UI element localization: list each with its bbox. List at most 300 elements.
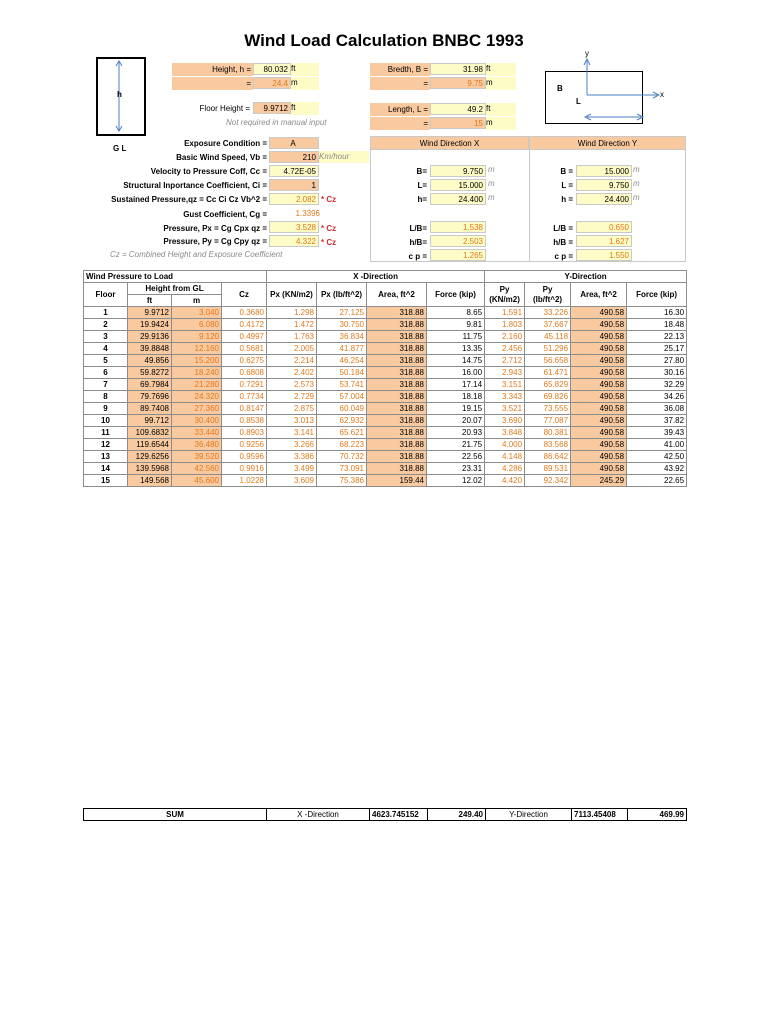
col-py-lb: Py (lb/ft^2) — [525, 283, 571, 307]
table-cell: 70.732 — [317, 451, 367, 463]
table-row — [84, 319, 687, 331]
table-cell: 37.667 — [525, 319, 571, 331]
table-cell: 27.80 — [627, 355, 687, 367]
table-row — [84, 427, 687, 439]
wx-lb-label: L/B= — [409, 224, 427, 233]
table-cell: 41.877 — [317, 343, 367, 355]
table-cell: 18.18 — [427, 391, 485, 403]
wind-speed-unit: Km/hour — [319, 151, 369, 163]
table-cell: 490.58 — [571, 427, 627, 439]
py-label: Pressure, Py = Cg Cpy qz = — [163, 237, 267, 246]
table-cell: 3.343 — [485, 391, 525, 403]
floor-height-label: Floor Height = — [199, 104, 250, 113]
table-cell: 4.420 — [485, 475, 525, 487]
table-cell: 2.875 — [267, 403, 317, 415]
table-cell: 50.184 — [317, 367, 367, 379]
wy-cp-value: 1.550 — [576, 249, 632, 261]
length-m-value: 15 — [430, 117, 486, 129]
table-cell: 318.88 — [367, 439, 427, 451]
table-row — [84, 343, 687, 355]
py-value: 4.322 — [269, 235, 319, 247]
table-cell: 65.829 — [525, 379, 571, 391]
table-cell: 73.091 — [317, 463, 367, 475]
length-label: Length, L = — [370, 103, 430, 116]
table-cell: 490.58 — [571, 331, 627, 343]
exposure-label: Exposure Condition = — [184, 139, 267, 148]
bredth-m-unit: m — [486, 77, 516, 90]
table-cell: 99.712 — [128, 415, 172, 427]
table-cell: 3.499 — [267, 463, 317, 475]
table-cell: 18.48 — [627, 319, 687, 331]
table-cell: 34.26 — [627, 391, 687, 403]
table-cell: 3.141 — [267, 427, 317, 439]
sum-y-force: 469.99 — [628, 809, 687, 821]
wind-panel-divider — [529, 150, 530, 262]
table-cell: 39.520 — [172, 451, 222, 463]
table-row — [84, 331, 687, 343]
sum-row — [84, 809, 687, 821]
col-y-area: Area, ft^2 — [571, 283, 627, 307]
cg-value: 1.3396 — [295, 209, 320, 218]
table-cell: 318.88 — [367, 427, 427, 439]
table-row — [84, 463, 687, 475]
bredth-m-eq: = — [370, 77, 430, 90]
table-cell: 14.75 — [427, 355, 485, 367]
table-row — [84, 391, 687, 403]
table-cell: 20.93 — [427, 427, 485, 439]
table-cell: 2.943 — [485, 367, 525, 379]
height-m-unit: m — [291, 77, 319, 90]
table-cell: 20.07 — [427, 415, 485, 427]
table-cell: 19.9424 — [128, 319, 172, 331]
table-cell: 4.148 — [485, 451, 525, 463]
table-cell: 0.6275 — [222, 355, 267, 367]
table-title: Wind Pressure to Load — [84, 271, 267, 283]
table-cell: 490.58 — [571, 367, 627, 379]
table-cell: 2.160 — [485, 331, 525, 343]
diagram-h-label: h — [117, 90, 122, 99]
table-cell: 490.58 — [571, 415, 627, 427]
table-row — [84, 379, 687, 391]
table-cell: 9.120 — [172, 331, 222, 343]
table-cell: 23.31 — [427, 463, 485, 475]
table-cell: 1.763 — [267, 331, 317, 343]
y-direction-header: Y-Direction — [485, 271, 687, 283]
table-cell: 9 — [84, 403, 128, 415]
wy-l-label: L = — [561, 181, 573, 190]
wy-h-value: 24.400 — [576, 193, 632, 205]
wy-hb-label: h/B = — [553, 238, 573, 247]
table-cell: 0.8903 — [222, 427, 267, 439]
axis-x-label: x — [660, 90, 664, 99]
wx-cp-value: 1.265 — [430, 249, 486, 261]
table-cell: 45.600 — [172, 475, 222, 487]
wx-l-label: L= — [417, 181, 427, 190]
table-cell: 45.118 — [525, 331, 571, 343]
table-cell: 56.658 — [525, 355, 571, 367]
table-cell: 119.6544 — [128, 439, 172, 451]
table-cell: 79.7696 — [128, 391, 172, 403]
table-cell: 245.29 — [571, 475, 627, 487]
table-cell: 77.087 — [525, 415, 571, 427]
table-cell: 1.472 — [267, 319, 317, 331]
table-cell: 69.7984 — [128, 379, 172, 391]
table-cell: 49.856 — [128, 355, 172, 367]
ci-label: Structural Inportance Coefficient, Ci = — [123, 181, 267, 190]
table-cell: 3.690 — [485, 415, 525, 427]
col-height: Height from GL — [128, 283, 222, 295]
table-cell: 12.160 — [172, 343, 222, 355]
cg-label: Gust Coefficient, Cg = — [183, 210, 267, 219]
wy-lb-value: 0.650 — [576, 221, 632, 233]
table-cell: 15 — [84, 475, 128, 487]
table-row — [84, 307, 687, 319]
table-cell: 14 — [84, 463, 128, 475]
table-row — [84, 355, 687, 367]
table-cell: 51.296 — [525, 343, 571, 355]
table-cell: 39.8848 — [128, 343, 172, 355]
table-cell: 1.803 — [485, 319, 525, 331]
table-cell: 1 — [84, 307, 128, 319]
table-cell: 46.254 — [317, 355, 367, 367]
table-cell: 36.08 — [627, 403, 687, 415]
table-cell: 27.125 — [317, 307, 367, 319]
table-row — [84, 367, 687, 379]
table-cell: 490.58 — [571, 343, 627, 355]
table-cell: 4.000 — [485, 439, 525, 451]
manual-input-note: Not required in manual input — [226, 118, 327, 127]
table-cell: 490.58 — [571, 463, 627, 475]
floor-height-input[interactable]: 9.9712 — [253, 102, 291, 114]
col-y-force: Force (kip) — [627, 283, 687, 307]
length-ft-unit: ft — [486, 103, 516, 116]
wx-h-unit: m — [488, 193, 495, 202]
page-title: Wind Load Calculation BNBC 1993 — [244, 31, 524, 50]
table-cell: 33.440 — [172, 427, 222, 439]
table-row — [84, 415, 687, 427]
table-cell: 80.381 — [525, 427, 571, 439]
col-floor: Floor — [84, 283, 128, 307]
sum-x-label: X -Direction — [267, 809, 370, 821]
table-cell: 4.286 — [485, 463, 525, 475]
py-cz-tag: * Cz — [321, 238, 337, 247]
table-cell: 36.480 — [172, 439, 222, 451]
table-cell: 3 — [84, 331, 128, 343]
wy-b-unit: m — [633, 165, 640, 174]
table-cell: 42.560 — [172, 463, 222, 475]
ci-input[interactable]: 1 — [269, 179, 319, 191]
table-cell: 29.9136 — [128, 331, 172, 343]
wx-b-label: B= — [416, 167, 427, 176]
table-cell: 318.88 — [367, 391, 427, 403]
bredth-ft-unit: ft — [486, 63, 516, 76]
table-cell: 89.7408 — [128, 403, 172, 415]
wind-y-header: Wind Direction Y — [529, 136, 686, 150]
wind-load-table — [83, 270, 687, 487]
wx-h-label: h= — [417, 195, 427, 204]
qz-cz-tag: * Cz — [321, 195, 337, 204]
col-py-kn: Py (KN/m2) — [485, 283, 525, 307]
length-m-unit: m — [486, 117, 516, 130]
table-cell: 92.342 — [525, 475, 571, 487]
table-cell: 89.531 — [525, 463, 571, 475]
table-cell: 30.16 — [627, 367, 687, 379]
col-x-area: Area, ft^2 — [367, 283, 427, 307]
wind-x-header: Wind Direction X — [370, 136, 529, 150]
table-cell: 3.266 — [267, 439, 317, 451]
table-cell: 0.6808 — [222, 367, 267, 379]
table-cell: 318.88 — [367, 451, 427, 463]
table-cell: 0.8538 — [222, 415, 267, 427]
table-cell: 39.43 — [627, 427, 687, 439]
table-cell: 8.65 — [427, 307, 485, 319]
cc-value: 4.72E-05 — [269, 165, 319, 177]
wy-h-unit: m — [633, 193, 640, 202]
table-cell: 11 — [84, 427, 128, 439]
px-label: Pressure, Px = Cg Cpx qz = — [163, 224, 267, 233]
axis-y-label: y — [585, 49, 589, 58]
sum-table — [83, 808, 687, 821]
table-cell: 37.82 — [627, 415, 687, 427]
table-cell: 318.88 — [367, 379, 427, 391]
table-cell: 318.88 — [367, 415, 427, 427]
cc-label: Velocity to Pressure Coff, Cc = — [150, 167, 267, 176]
table-cell: 18.240 — [172, 367, 222, 379]
table-cell: 9.9712 — [128, 307, 172, 319]
table-cell: 3.521 — [485, 403, 525, 415]
table-cell: 16.00 — [427, 367, 485, 379]
table-cell: 42.50 — [627, 451, 687, 463]
table-cell: 3.013 — [267, 415, 317, 427]
wy-b-value: 15.000 — [576, 165, 632, 177]
table-cell: 490.58 — [571, 403, 627, 415]
table-row — [84, 439, 687, 451]
sum-x-force: 249.40 — [428, 809, 486, 821]
wind-speed-label: Basic Wind Speed, Vb = — [176, 153, 267, 162]
length-ft-input[interactable]: 49.2 — [430, 103, 486, 115]
table-cell: 30.750 — [317, 319, 367, 331]
table-cell: 318.88 — [367, 403, 427, 415]
height-m-value: 24.4 — [253, 77, 291, 89]
table-cell: 36.834 — [317, 331, 367, 343]
wx-hb-value: 2.503 — [430, 235, 486, 247]
table-cell: 22.65 — [627, 475, 687, 487]
col-height-ft: ft — [128, 295, 172, 307]
plan-l-label: L — [576, 97, 581, 106]
sum-label: SUM — [84, 809, 267, 821]
table-cell: 17.14 — [427, 379, 485, 391]
table-cell: 490.58 — [571, 355, 627, 367]
px-cz-tag: * Cz — [321, 224, 337, 233]
height-ft-unit: ft — [291, 63, 319, 76]
table-cell: 0.9256 — [222, 439, 267, 451]
table-cell: 2.005 — [267, 343, 317, 355]
table-cell: 490.58 — [571, 391, 627, 403]
table-cell: 2.729 — [267, 391, 317, 403]
table-cell: 139.5968 — [128, 463, 172, 475]
table-cell: 43.92 — [627, 463, 687, 475]
table-cell: 19.15 — [427, 403, 485, 415]
table-cell: 3.151 — [485, 379, 525, 391]
table-cell: 490.58 — [571, 439, 627, 451]
wy-lb-label: L/B = — [553, 224, 573, 233]
plan-b-label: B — [557, 84, 563, 93]
sum-y-label: Y-Direction — [486, 809, 572, 821]
col-px-kn: Px (KN/m2) — [267, 283, 317, 307]
table-cell: 3.609 — [267, 475, 317, 487]
table-cell: 2 — [84, 319, 128, 331]
table-cell: 8 — [84, 391, 128, 403]
height-label: Height, h = — [172, 63, 253, 76]
table-cell: 0.9916 — [222, 463, 267, 475]
wx-cp-label: c p = — [408, 252, 427, 261]
table-cell: 2.573 — [267, 379, 317, 391]
table-cell: 490.58 — [571, 451, 627, 463]
table-cell: 65.621 — [317, 427, 367, 439]
length-m-eq: = — [370, 117, 430, 130]
table-cell: 2.402 — [267, 367, 317, 379]
table-cell: 11.75 — [427, 331, 485, 343]
table-cell: 7 — [84, 379, 128, 391]
table-cell: 318.88 — [367, 307, 427, 319]
table-cell: 318.88 — [367, 367, 427, 379]
table-cell: 57.004 — [317, 391, 367, 403]
col-height-m: m — [172, 295, 222, 307]
wy-l-unit: m — [633, 179, 640, 188]
table-cell: 61.471 — [525, 367, 571, 379]
table-cell: 13 — [84, 451, 128, 463]
table-cell: 0.5681 — [222, 343, 267, 355]
table-cell: 3.040 — [172, 307, 222, 319]
table-cell: 4 — [84, 343, 128, 355]
table-cell: 62.932 — [317, 415, 367, 427]
bredth-label: Bredth, B = — [370, 63, 430, 76]
table-cell: 490.58 — [571, 319, 627, 331]
table-cell: 21.280 — [172, 379, 222, 391]
wy-h-label: h = — [561, 195, 573, 204]
qz-value: 2.082 — [269, 193, 319, 205]
table-cell: 2.214 — [267, 355, 317, 367]
qz-label: Sustained Pressure,qz = Cc Ci Cz Vb^2 = — [111, 195, 267, 204]
table-cell: 13.35 — [427, 343, 485, 355]
table-row — [84, 475, 687, 487]
floor-height-unit: ft — [291, 102, 319, 115]
table-cell: 1.591 — [485, 307, 525, 319]
col-x-force: Force (kip) — [427, 283, 485, 307]
table-cell: 2.456 — [485, 343, 525, 355]
table-cell: 0.9596 — [222, 451, 267, 463]
cz-note: Cz = Combined Height and Exposure Coefficient — [110, 250, 283, 259]
bredth-m-value: 9.75 — [430, 77, 486, 89]
table-cell: 0.3680 — [222, 307, 267, 319]
table-cell: 1.0228 — [222, 475, 267, 487]
table-cell: 86.642 — [525, 451, 571, 463]
table-cell: 149.568 — [128, 475, 172, 487]
table-cell: 16.30 — [627, 307, 687, 319]
wx-lb-value: 1.538 — [430, 221, 486, 233]
table-cell: 53.741 — [317, 379, 367, 391]
table-cell: 32.29 — [627, 379, 687, 391]
col-px-lb: Px (lb/ft^2) — [317, 283, 367, 307]
table-cell: 33.226 — [525, 307, 571, 319]
table-cell: 22.13 — [627, 331, 687, 343]
table-cell: 318.88 — [367, 355, 427, 367]
table-cell: 3.848 — [485, 427, 525, 439]
exposure-input[interactable]: A — [269, 137, 319, 149]
table-cell: 5 — [84, 355, 128, 367]
table-cell: 490.58 — [571, 379, 627, 391]
wy-b-label: B = — [560, 167, 573, 176]
px-value: 3.528 — [269, 221, 319, 233]
axes-icon — [575, 55, 665, 125]
wx-l-value: 15.000 — [430, 179, 486, 191]
table-cell: 0.7734 — [222, 391, 267, 403]
table-cell: 22.56 — [427, 451, 485, 463]
table-cell: 21.75 — [427, 439, 485, 451]
table-cell: 129.6256 — [128, 451, 172, 463]
table-cell: 24.320 — [172, 391, 222, 403]
table-cell: 9.81 — [427, 319, 485, 331]
sum-x-area: 4623.745152 — [370, 809, 428, 821]
table-cell: 60.049 — [317, 403, 367, 415]
table-cell: 0.4172 — [222, 319, 267, 331]
wy-hb-value: 1.627 — [576, 235, 632, 247]
diagram-gl-label: G L — [113, 144, 127, 153]
table-cell: 41.00 — [627, 439, 687, 451]
table-cell: 0.7291 — [222, 379, 267, 391]
wx-h-value: 24.400 — [430, 193, 486, 205]
table-cell: 3.386 — [267, 451, 317, 463]
table-cell: 25.17 — [627, 343, 687, 355]
wx-b-value: 9.750 — [430, 165, 486, 177]
table-cell: 10 — [84, 415, 128, 427]
table-row — [84, 403, 687, 415]
col-cz: Cz — [222, 283, 267, 307]
table-cell: 83.568 — [525, 439, 571, 451]
bredth-ft-input[interactable]: 31.98 — [430, 63, 486, 75]
table-cell: 490.58 — [571, 307, 627, 319]
table-row — [84, 451, 687, 463]
table-cell: 59.8272 — [128, 367, 172, 379]
table-cell: 0.4997 — [222, 331, 267, 343]
wy-cp-label: c p = — [554, 252, 573, 261]
table-cell: 12 — [84, 439, 128, 451]
table-cell: 6.080 — [172, 319, 222, 331]
table-cell: 30.400 — [172, 415, 222, 427]
table-cell: 318.88 — [367, 463, 427, 475]
table-cell: 318.88 — [367, 331, 427, 343]
wind-speed-input[interactable]: 210 — [269, 151, 319, 163]
height-ft-input[interactable]: 80.032 — [253, 63, 291, 75]
height-m-eq: = — [172, 77, 253, 90]
x-direction-header: X -Direction — [267, 271, 485, 283]
wx-l-unit: m — [488, 179, 495, 188]
table-cell: 318.88 — [367, 319, 427, 331]
table-cell: 2.712 — [485, 355, 525, 367]
table-cell: 73.555 — [525, 403, 571, 415]
table-cell: 68.223 — [317, 439, 367, 451]
table-cell: 109.6832 — [128, 427, 172, 439]
table-cell: 27.360 — [172, 403, 222, 415]
table-cell: 1.298 — [267, 307, 317, 319]
table-cell: 75.386 — [317, 475, 367, 487]
wx-hb-label: h/B= — [409, 238, 427, 247]
table-cell: 159.44 — [367, 475, 427, 487]
table-cell: 12.02 — [427, 475, 485, 487]
table-cell: 318.88 — [367, 343, 427, 355]
table-cell: 69.826 — [525, 391, 571, 403]
wx-b-unit: m — [488, 165, 495, 174]
